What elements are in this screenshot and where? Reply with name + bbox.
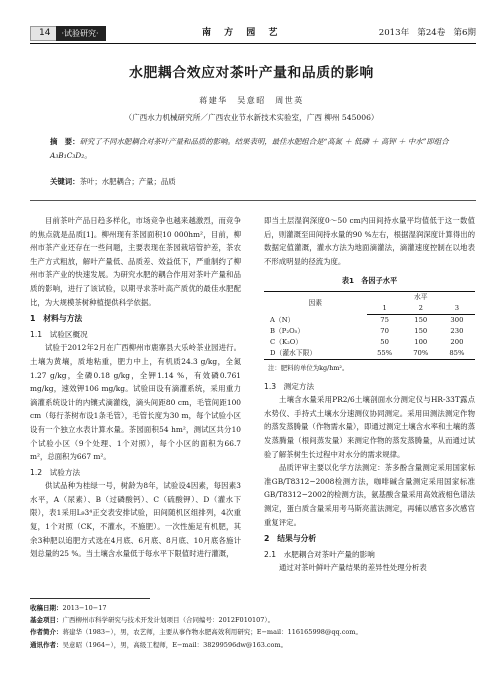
table-row	[264, 337, 475, 348]
heading-results: 2 结果与分析	[264, 534, 317, 544]
received-date	[30, 602, 476, 614]
section-label: 试验研究	[64, 29, 96, 38]
heading-site-overview: 1.1 试验区概况	[30, 329, 88, 339]
received-value: 2013−10−17	[62, 604, 107, 612]
table-level-col: 2	[403, 303, 439, 315]
table-header-level: 水平	[367, 291, 475, 303]
keywords-text: 茶叶；水肥耦合；产量；品质	[79, 177, 176, 186]
author-value: 蒋建华（1983−），男，农艺师，主要从事作物水肥高效利用研究；E−mail：116165998@qq.com。	[62, 628, 362, 637]
keywords	[50, 175, 460, 189]
author-list: 蒋建华 吴意昭 周世英	[199, 96, 304, 105]
received-label: 收稿日期：	[30, 604, 63, 612]
table-cell-factor: B（P₂O₅）	[270, 326, 305, 335]
table-row	[264, 348, 475, 360]
table-cell-factor: D（灌水下限）	[264, 348, 367, 360]
abstract-text: 研究了不同水肥耦合对茶叶产量和品质的影响。结果表明，最佳水肥组合是“高氮 ＋ 低磷 ＋ 高钾 ＋ 中水”即组合 A₃B₁C₃D₂。	[50, 137, 449, 160]
corr-label: 通讯作者：	[30, 640, 63, 649]
heading-yield-effect: 2.1 水肥耦合对茶叶产量的影响	[264, 549, 375, 559]
issue-info	[371, 27, 476, 41]
table-cell-factor: A（N）	[270, 315, 295, 324]
table-cell: 200	[450, 337, 464, 346]
table-cell: 300	[450, 315, 464, 324]
table-caption: 表1 各因子水平	[341, 276, 398, 286]
header-left	[30, 26, 106, 41]
footnote	[30, 602, 476, 651]
method-paragraph: 供试品种为桂绿一号，树龄为8年，试验设4因素，每因素3水平，A（尿素）、B（过磷酸钙）、C（硫酸钾）、D（灌水下限），表1采用L₉3⁴正交表安排试验，田间随机区组排列，4次重复，1个对照（CK，不灌水，不施肥）。一次性施足有机肥，其余3种肥以追肥方式选在4月底、6月底、8月底、10月底各施计划总量的25 %。当土壤含水量低于每水平下限值时进行灌溉，	[30, 481, 241, 559]
quality-paragraph: 品质评审主要以化学方法测定：茶多酚含量测定采用国家标准GB/T8312−2008检测方法，咖啡碱含量测定采用国家标准GB/T8312−2002的检测方法，氨基酸含量采用高效液相色谱法测定，蛋白质含量采用考马斯亮蓝法测定，再辅以感官多次感官重复评定。	[264, 463, 475, 527]
author-label: 作者简介：	[30, 628, 63, 637]
table-cell: 230	[450, 326, 464, 335]
table-cell: 55%	[367, 348, 403, 360]
table-cell: 85%	[439, 348, 475, 360]
page-number: 14	[30, 26, 57, 41]
heading-test-method: 1.2 试验方法	[30, 467, 81, 477]
factor-level-table	[264, 291, 475, 360]
journal-name: 南 方 园 艺	[202, 28, 283, 38]
abstract-label: 摘 要：	[50, 137, 80, 146]
results-paragraph: 通过对茶叶鲜叶产量结果的差异性处理分析表	[279, 563, 427, 573]
table-level-col: 3	[439, 303, 475, 315]
running-header	[30, 26, 476, 41]
issue: 第6期	[453, 28, 476, 38]
measurement-paragraph: 土壤含水量采用PR2/6土壤剖面水分测定仪与HR-33T露点水势仪、手持式土壤水分速测仪协同测定。采用田测法测定作物的蒸发蒸腾量（作物需水量），即通过测定土壤含水率和土壤的蒸发蒸腾量（根间蒸发量）来测定作物的蒸发蒸腾量，从而通过试验了解茶树生长过程中对水分的需求规律。	[264, 395, 475, 459]
table-cell: 70%	[403, 348, 439, 360]
author-info	[30, 626, 476, 638]
article-title: 水肥耦合效应对茶叶产量和品质的影响	[129, 65, 374, 81]
table-cell: 150	[414, 315, 428, 324]
fund-info	[30, 614, 476, 626]
affiliation: （广西水力机械研究所／广西农业节水新技术实验室，广西 柳州 545006）	[124, 113, 379, 122]
table-row	[264, 326, 475, 337]
volume: 第24卷	[417, 28, 446, 38]
table-cell: 70	[380, 326, 389, 335]
corresponding-author	[30, 639, 476, 651]
table-header-factor: 因素	[264, 291, 367, 314]
fund-label: 基金项目：	[30, 616, 63, 625]
right-column	[264, 214, 475, 575]
section-tag: ·试验研究·	[56, 26, 105, 41]
table-cell-factor: C（K₂O）	[270, 337, 303, 346]
table-cell: 150	[414, 326, 428, 335]
header-rule	[30, 43, 476, 44]
year: 2013年	[378, 28, 410, 38]
table-cell: 50	[380, 337, 389, 346]
left-column	[30, 214, 241, 561]
table-note: 注：肥料的单位为kg/hm²。	[268, 363, 349, 372]
keywords-label: 关键词：	[50, 177, 80, 186]
intro-paragraph: 目前茶叶产品日趋多样化，市场竞争也越来越激烈，而竞争的焦点就是品质[1]。柳州现有茶园面积10 000hm²，目前，柳州市茶产业还存在一些问题，主要表现在茶园栽培管护差，茶农生产方式粗放，解叶产量低、品质差、效益低下，严重制约了柳州市茶产业的快速发展。为研究水肥的耦合作用对茶叶产量和品质的影响，进行了该试验，以期寻求茶叶高产质优的最佳水肥配比，为大规模茶树种植提供科学依据。	[30, 216, 241, 307]
site-paragraph: 试验于2012年2月在广西柳州市鹿寨县大乐岭茶业园进行。土壤为黄壤，质地粘重，肥力中上，有机质24.3 g/kg，全氮1.27 g/kg，全磷0.18 g/kg，全钾1.14 %，有效磷0.761 mg/kg，速效钾106 mg/kg。试验田设有滴灌系统，采用重力滴灌系统设计的内镶式滴灌线，滴头间距80 cm，毛管间距100 cm（每行茶树布设1条毛管），毛管长度为30 m，每个试验小区设有一个独立水表计算水量。茶园面积54 hm²，测试区共分10个试验小区（9个处理、1个对照），每个小区的面积为66.7 m²，总面积为667 m²。	[30, 343, 241, 462]
footnote-rule	[30, 598, 150, 599]
fund-value: 广西柳州市科学研究与技术开发计划项目（合同编号：2012F010107）。	[62, 616, 275, 625]
table-cell: 75	[380, 315, 389, 324]
table-row	[264, 314, 475, 326]
table-level-col: 1	[367, 303, 403, 315]
corr-value: 吴意昭（1964−），男，高级工程师，E−mail：38299596dw@163.com。	[62, 640, 288, 649]
irrigation-paragraph: 即当土层湿润深度0～50 cm内田间持水量平均值低于这一数值后，则灌溉至田间持水量的90 %左右，根据湿润深度计算得出的数据定值灌溉，灌水方法为地面滴灌法，滴灌速度控制在以地表不形成明显的径流为度。	[264, 216, 475, 266]
heading-materials-methods: 1 材料与方法	[30, 314, 83, 324]
abstract-rule	[30, 200, 476, 201]
table-cell: 100	[414, 337, 428, 346]
heading-measurement: 1.3 测定方法	[264, 381, 315, 391]
abstract	[50, 135, 460, 163]
